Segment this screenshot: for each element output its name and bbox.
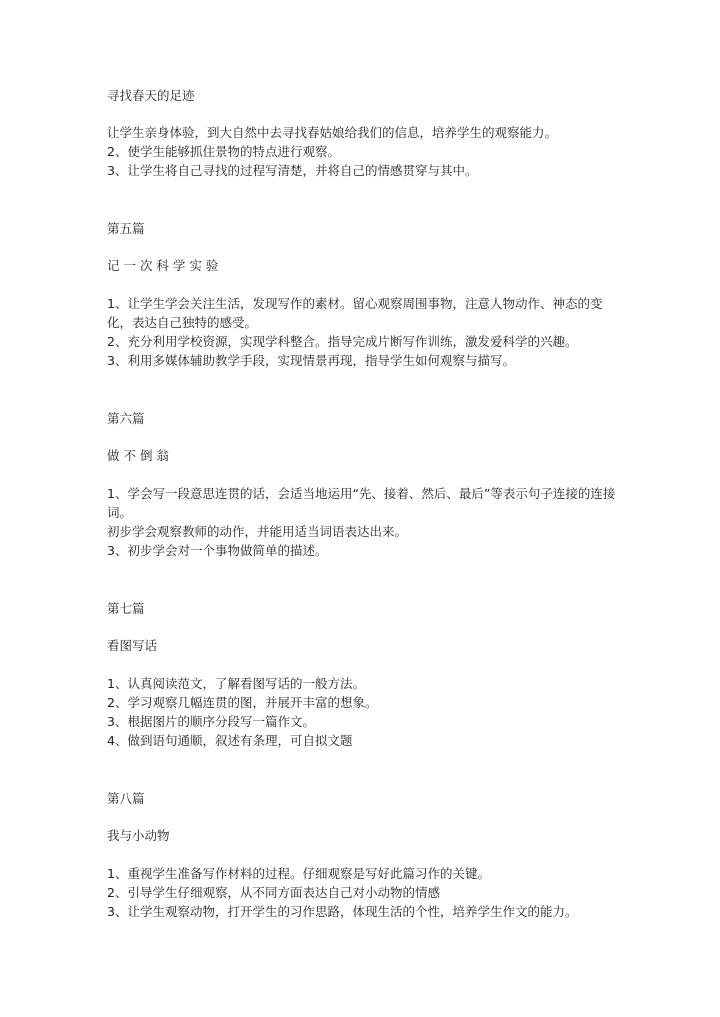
section-title: 做 不 倒 翁 [107, 448, 169, 463]
section-heading: 第五篇 [107, 221, 145, 236]
section-item: 4、做到语句通顺，叙述有条理，可自拟文题 [107, 733, 353, 748]
document-page [107, 86, 627, 921]
section-title: 记 一 次 科 学 实 验 [107, 258, 219, 273]
section-heading: 第七篇 [107, 601, 145, 616]
section-heading: 第八篇 [107, 791, 145, 806]
intro-item: 让学生亲身体验，到大自然中去寻找春姑娘给我们的信息，培养学生的观察能力。 [107, 125, 558, 140]
section-item: 3、初步学会对一个事物做简单的描述。 [107, 543, 328, 558]
section-item: 2、充分利用学校资源，实现学科整合。指导完成片断写作训练，激发爱科学的兴趣。 [107, 334, 578, 349]
intro-item: 3、让学生将自己寻找的过程写清楚，并将自己的情感贯穿与其中。 [107, 163, 478, 178]
section-6 [107, 409, 627, 560]
section-title: 看图写话 [107, 638, 158, 653]
section-item: 3、根据图片的顺序分段写一篇作文。 [107, 714, 315, 729]
intro-block [107, 86, 627, 180]
section-8 [107, 789, 627, 921]
section-item: 1、认真阅读范文，了解看图写话的一般方法。 [107, 676, 365, 691]
intro-title: 寻找春天的足迹 [107, 88, 195, 103]
section-item: 2、学习观察几幅连贯的图，并展开丰富的想象。 [107, 695, 378, 710]
section-5 [107, 219, 627, 370]
section-item: 1、让学生学会关注生活，发现写作的素材。留心观察周围事物，注意人物动作、神态的变化，表达自己独特的感受。 [107, 296, 603, 330]
section-item: 2、引导学生仔细观察，从不同方面表达自己对小动物的情感 [107, 885, 440, 900]
section-item: 1、学会写一段意思连贯的话，会适当地运用“先、接着、然后、最后”等表示句子连接的连接词。 [107, 486, 616, 520]
section-item: 1、重视学生准备写作材料的过程。仔细观察是写好此篇习作的关键。 [107, 866, 490, 881]
section-heading: 第六篇 [107, 411, 145, 426]
section-title: 我与小动物 [107, 828, 170, 843]
section-item: 3、利用多媒体辅助教学手段，实现情景再现，指导学生如何观察与描写。 [107, 353, 515, 368]
section-7 [107, 599, 627, 750]
section-item: 初步学会观察教师的动作，并能用适当词语表达出来。 [107, 524, 408, 539]
section-item: 3、让学生观察动物，打开学生的习作思路，体现生活的个性，培养学生作文的能力。 [107, 904, 578, 919]
intro-item: 2、使学生能够抓住景物的特点进行观察。 [107, 144, 340, 159]
